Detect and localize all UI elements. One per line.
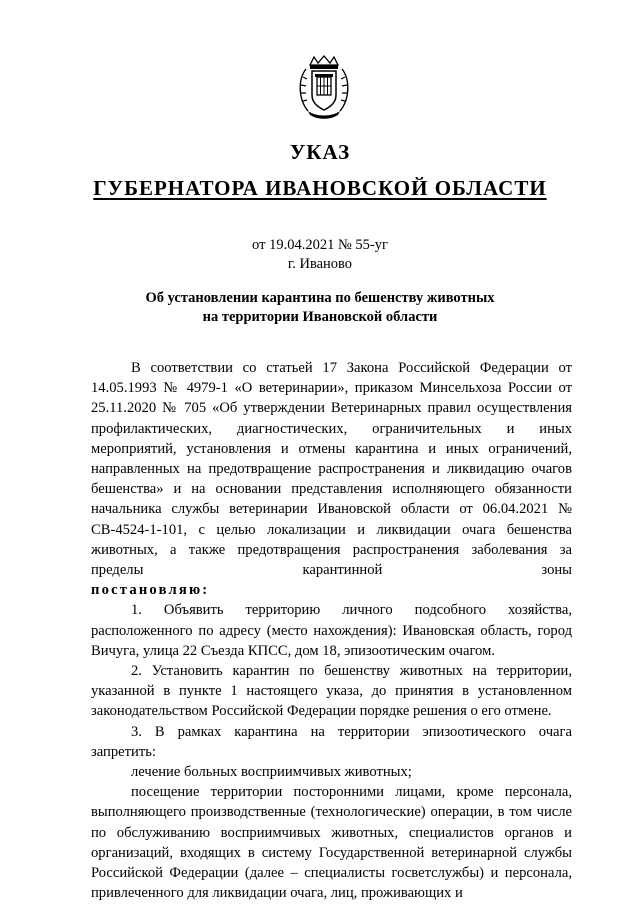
subject-line-1: Об установлении карантина по бешенству животных xyxy=(145,290,495,306)
resolve-word xyxy=(91,582,207,598)
document-type-title: УКАЗ xyxy=(289,140,351,164)
city-of-issue: г. Иваново xyxy=(287,256,353,272)
document-body xyxy=(91,358,572,903)
resolution-line xyxy=(91,580,572,600)
item-3-subitem-b: посещение территории посторонними лицами, кроме персонала, выполняющего производственные (технологические) операции, в том числе по обслуживанию восприимчивых животных, специалистов органов и организаций, входящих в систему Государственной ветеринарной службы Российской Федерации (далее – специалисты госветслужбы) и персонала, привлеченного для ликвидации очага, лиц, проживающих и xyxy=(91,784,572,902)
issuer-title-text: ГУБЕРНАТОРА ИВАНОВСКОЙ ОБЛАСТИ xyxy=(93,176,547,200)
item-2-paragraph: 2. Установить карантин по бешенству животных на территории, указанной в пункте 1 настоящего указа, до принятия в установленном законодательством Российской Федерации порядке решения о его отмене. xyxy=(91,663,572,720)
item-3-paragraph: 3. В рамках карантина на территории эпизоотического очага запретить: xyxy=(91,723,572,760)
document-subject xyxy=(0,289,640,327)
date-and-number: от 19.04.2021 № 55-уг xyxy=(252,237,388,253)
issuer-title xyxy=(0,176,640,201)
subject-line-2: на территории Ивановской области xyxy=(202,309,438,325)
coat-of-arms-graphic xyxy=(296,55,352,121)
coat-of-arms-icon xyxy=(296,55,352,121)
preamble-paragraph: В соответствии со статьей 17 Закона Российской Федерации от 14.05.1993 № 4979-1 «О ветеринарии», приказом Минсельхоза России от 25.11.2020 № 705 «Об утверждении Ветеринарных правил осуществления профилактических, диагностических, ограничительных и иных мероприятий, установления и отмены карантина и иных ограничений, направленных на предотвращение распространения и ликвидацию очагов бешенства» и на основании представления исполняющего обязанности начальника службы ветеринарии Ивановской области от 06.04.2021 № СВ-4524-1-101, с целью локализации и ликвидации очага бешенства животных, а также предотвращения распространения заболевания за пределы карантинной зоны xyxy=(91,360,572,579)
resolve-word-text: постановляю xyxy=(91,582,203,599)
resolve-colon: : xyxy=(202,582,208,599)
item-3-subitem-a: лечение больных восприимчивых животных; xyxy=(131,764,412,781)
item-1-paragraph: 1. Объявить территорию личного подсобного хозяйства, расположенного по адресу (место нахождения): Ивановская область, город Вичуга, улица 22 Съезда КПСС, дом 18, эпизоотическим очагом. xyxy=(91,602,572,659)
